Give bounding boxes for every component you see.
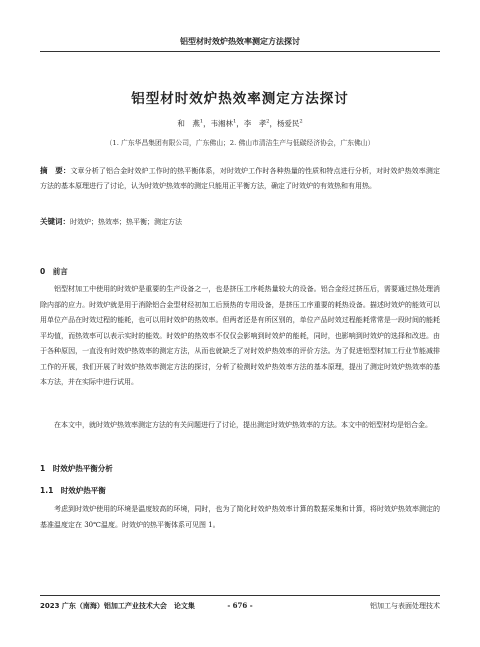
author-affil-mark: 2 <box>266 118 270 125</box>
section-heading-0: 0 前言 <box>40 267 68 276</box>
author-list: 和 燕$^1$，韦湘林$^1$，李 孝$^2$，杨爱民$^2$ <box>177 118 303 128</box>
section-heading-1-1: 1.1 时效炉热平衡 <box>40 486 106 495</box>
author-affil-mark: 1 <box>199 118 204 125</box>
keywords <box>40 215 440 229</box>
author-affil-mark: 1 <box>233 118 237 125</box>
author-name: 和 燕 <box>177 119 200 128</box>
keywords-label: 关键词： <box>40 217 70 226</box>
abstract-text: 文章分析了铝合金时效炉工作时的热平衡体系，对时效炉工作时各种热量的性质和特点进行分析，对时效炉热效率测定方法的基本原理进行了讨论，认为时效炉热效率的测定只能用正平衡方法，确定了时效炉的有效热和有用热。 <box>40 167 440 190</box>
abstract <box>40 163 440 194</box>
body-paragraph: 铝型材加工中使用的时效炉是重要的生产设备之一，也是挤压工序耗热量较大的设备。铝合金经过挤压后，需要通过热处理消除内部的应力。时效炉就是用于消除铝合金型材经初加工后预热的专用设备，是挤压工序重要的耗热设备。描述时效炉的能效可以用单位产品在时效过程的能耗，也可以用时效炉的热效率。但两者还是有所区别的，单位产品时效过程能耗常常是一段时间的能耗平均值，而热效率可以表示实时的能效。时效炉的热效率不仅仅会影响到时效炉的能耗，同时，也影响到时效炉的选择和改进。由于各种原因，一直没有时效炉热效率的测定方法，从而也就缺乏了对时效炉热效率的评价方法。为了促进铝型材加工行业节能减排工作的开展，我们开展了时效炉热效率测定方法的探讨，分析了检测时效炉热效率方法的基本原理，提出了测定时效炉热效率的基本方法，并在实际中进行试用。 <box>40 285 440 386</box>
footer-rule <box>40 595 440 596</box>
footer-journal: 铝加工与表面处理技术 <box>370 602 440 610</box>
header-rule <box>40 51 440 52</box>
section-heading-1: 1 时效炉热平衡分析 <box>40 464 113 473</box>
abstract-label: 摘 要： <box>40 166 71 175</box>
running-header: 铝型材时效炉热效率测定方法探讨 <box>180 37 300 46</box>
paper-title: 铝型材时效炉热效率测定方法探讨 <box>131 91 349 107</box>
author-name: 韦湘林 <box>210 119 234 128</box>
affiliation: （1. 广东华昌集团有限公司，广东佛山；2. 佛山市清洁生产与低碳经济协会，广东佛山） <box>105 139 375 147</box>
keywords-text: 时效炉；热效率；热平衡；测定方法 <box>70 218 182 226</box>
body-paragraph: 考虑到时效炉使用的环境是温度较高的环境，同时，也为了简化时效炉热效率计算的数据采集和计算，将时效炉热效率测定的基准温度定在 30℃温度。时效炉的热平衡体系可见图 1。 <box>40 505 440 529</box>
author-affil-mark: 2 <box>299 118 303 125</box>
footer-proceedings: 2023 广东（南海）铝加工产业技术大会 论文集 <box>40 602 195 610</box>
page-number: - 676 - <box>227 601 253 610</box>
author-name: 李 孝 <box>243 119 267 128</box>
body-paragraph: 在本文中，就时效炉热效率测定方法的有关问题进行了讨论，提出测定时效炉热效率的方法。本文中的铝型材均是铝合金。 <box>54 421 432 429</box>
author-name: 杨爱民 <box>276 119 300 128</box>
